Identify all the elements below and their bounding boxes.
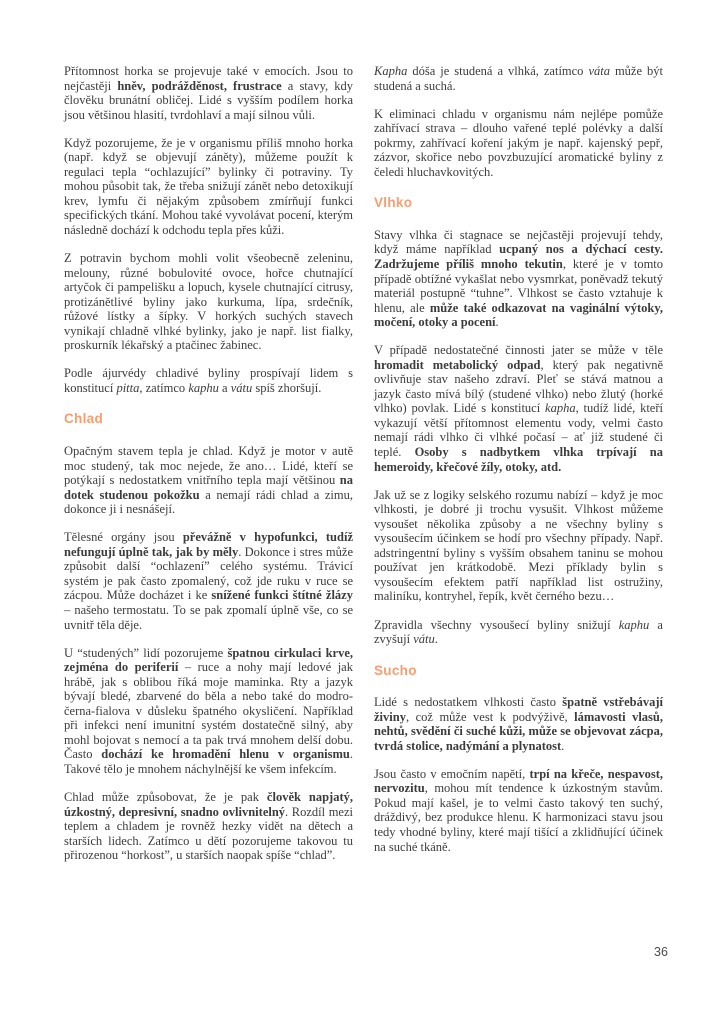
text-column-left bbox=[64, 64, 353, 876]
text-run: trpí na křeče, nespavost, nervozitu bbox=[374, 766, 663, 796]
text-run: . Takové tělo je mnohem náchylnější ke všem infekcím. bbox=[64, 747, 353, 776]
text-run: kaphu bbox=[618, 617, 650, 632]
text-run: , což může vest k podvýživě, bbox=[405, 709, 575, 724]
text-run: a nemají rádi chlad a zimu, dokonce ji i nesnášejí. bbox=[64, 487, 354, 517]
text-run: váta bbox=[588, 64, 610, 78]
paragraph bbox=[374, 618, 663, 647]
text-run: Tělesné orgány jsou bbox=[64, 530, 183, 545]
text-run: dóša je studená a vlhká, zatímco bbox=[407, 64, 589, 78]
section-heading: Vlhko bbox=[374, 195, 413, 211]
text-run: hněv, podrážděnost, frustrace bbox=[117, 78, 282, 93]
text-run: , mohou mít tendence k úzkostným stavům. Pokud mají kašel, je to velmi často takový ten suchý, dráždivý, bez produkce hlenu. K harmonizaci stavu jsou tedy vhodné byliny, které mají tišící a zklidňující účinek na suché tkáně. bbox=[374, 781, 663, 854]
text-run: vátu bbox=[230, 380, 253, 395]
text-run: Zpravidla všechny vysoušecí byliny snižují bbox=[374, 617, 619, 632]
paragraph bbox=[374, 107, 663, 180]
page-number: 36 bbox=[654, 945, 668, 959]
paragraph bbox=[374, 695, 663, 753]
text-run: a bbox=[218, 380, 231, 395]
text-run: Přítomnost horka se projevuje také v emocích. Jsou to nejčastěji bbox=[64, 64, 353, 93]
paragraph bbox=[374, 767, 663, 854]
text-run: . bbox=[434, 632, 438, 647]
paragraph bbox=[64, 366, 353, 395]
text-run: – ruce a nohy mají ledové jak hrábě, jak s oblibou říká moje maminka. Rty a jazyk bývají bledé, zbarvené do běla a nebo také do modro-černa-fialova v důsleku špatného okysličení. Například při infekci není imunitní systém dostatečně silný, aby mohl bojovat s nemocí a ta pak trvá mnohem delší dobu. Často bbox=[64, 660, 353, 762]
text-run: , který pak negativně ovlivňuje stav našeho zdraví. Pleť se stává matnou a jazyk často mívá bílý (studené vlhko) nebo žlutý (horké vlhko) povlak. Lidé s konstitucí bbox=[374, 357, 663, 416]
text-run: Když pozorujeme, že je v organismu příliš mnoho horka (např. když se objevují záněty), můžeme použít k regulaci tepla “ochlazující” bylinky či potraviny. Ty mohou působit tak, že třeba snižují zánět nebo detoxikují krev, lymfu či nějakým způsobem zmírňují funkci specifických tkání. Mohou také vyvolávat pocení, kterým následně dochází k odchodu tepla přes kůži. bbox=[64, 135, 353, 237]
paragraph bbox=[374, 488, 663, 604]
text-run: špatnou cirkulaci krve, zejména do periferií bbox=[64, 645, 353, 675]
paragraph bbox=[374, 343, 663, 474]
paragraph bbox=[64, 136, 353, 238]
text-run: hromadit metabolický odpad bbox=[374, 357, 541, 372]
text-column-right bbox=[374, 64, 663, 868]
paragraph bbox=[374, 228, 663, 330]
section-heading: Chlad bbox=[64, 411, 104, 427]
text-run: špatně vstřebávají živiny bbox=[374, 695, 663, 724]
text-run: Jsou často v emočním napětí, bbox=[374, 766, 530, 781]
section-heading: Sucho bbox=[374, 662, 417, 678]
text-run: ucpaný nos a dýchací cesty. Zadržujeme příliš mnoho tekutin bbox=[374, 242, 663, 271]
text-run: Chlad může způsobovat, že je pak bbox=[64, 789, 267, 804]
text-run: Jak už se z logiky selského rozumu nabízí – když je moc vlhkosti, je dobré ji trochu vysušit. Vlhkost můžeme vysoušet několika způsoby a ne všechny byliny s vysoušecím účinkem se hodí pro všechny případy. Např. adstringentní byliny s vyšším obsahem taninu se mohou používat jen krátkodobě. Mezi příklady bylin s vysoušecím efektem patří například list ostružiny, maliníku, kontryhel, řepík, květ černého bezu… bbox=[374, 487, 663, 604]
paragraph bbox=[64, 530, 353, 632]
text-run: V případě nedostatečné činnosti jater se může v těle bbox=[374, 343, 663, 358]
text-run: K eliminaci chladu v organismu nám nejlépe pomůže zahřívací strava – dlouho vařené teplé polévky a další pokrmy, zahřívací koření jakým je např. kajenský pepř, zázvor, skořice nebo povzbuzující aromatické byliny z čeledi hluchavkovitých. bbox=[374, 106, 663, 179]
text-run: . Dokonce i stres může způsobit další “ochlazení” celého systému. Trávicí systém je pak často zpomalený, což jde ruku v ruce se zácpou. Může docházet i ke bbox=[64, 544, 353, 603]
text-run: Lidé s nedostatkem vlhkosti často bbox=[374, 695, 563, 710]
text-run: kaphu bbox=[188, 380, 219, 395]
text-run: může být studená a suchá. bbox=[374, 64, 664, 93]
text-run: a stavy, kdy člověku brunátní obličej. Lidé s vyšším podílem horka jsou většinou hlasití, tvrdohlaví a mají silnou vůli. bbox=[64, 78, 354, 122]
text-run: lámavosti vlasů, nehtů, svědění či suché kůži, může se objevovat zácpa, tvrdá stolice, nadýmání a plynatost bbox=[374, 709, 663, 753]
text-run: . bbox=[495, 315, 499, 330]
text-run: Podle ájurvédy chladivé byliny prospívají lidem s konstitucí bbox=[64, 366, 353, 395]
text-run: Opačným stavem tepla je chlad. Když je motor v autě moc studený, tak moc nejede, že ano… Lidé, kteří se potýkají s nedostatkem vnitřního tepla mají většinou bbox=[64, 443, 353, 488]
text-run: Z potravin bychom mohli volit všeobecně zeleninu, melouny, různé bobulovité ovoce, hořce chutnající artyčok či pampelišku a lopuch, kysele chutnající citrusy, protizánětlivé byliny jako kurkuma, lípa, srdečník, růžové lístky a šípky. V horkých suchých stavech vynikají chladně vlhké bylinky, jako je např. list fialky, proskurník lékařský a ptačinec žabinec. bbox=[64, 251, 353, 353]
text-run: snížené funkci štítné žlázy bbox=[211, 588, 353, 603]
paragraph bbox=[64, 251, 353, 353]
paragraph bbox=[64, 64, 353, 122]
text-run: – našeho termostatu. To se pak zpomalí úplně vše, co se uvnitř těla děje. bbox=[64, 602, 353, 632]
text-run: vátu bbox=[413, 632, 435, 647]
text-run: , tudíž lidé, kteří vykazují větší přítomnost elementu vody, velmi často nemají rádi vlhko či vlhké počasí – ať již studené či teplé. bbox=[374, 401, 663, 460]
text-run: může také odkazovat na vaginální výtoky, močení, otoky a pocení bbox=[374, 300, 664, 330]
paragraph bbox=[64, 790, 353, 863]
text-run: , které je v tomto případě obtížné vykašlat nebo vysmrkat, poněvadž tekutý materiál postupně “tuhne”. Vlhkost se často vztahuje k hlenu, ale bbox=[374, 256, 664, 315]
text-run: Kapha bbox=[374, 64, 408, 78]
text-run: člověk napjatý, úzkostný, depresivní, snadno ovlivnitelný bbox=[64, 789, 354, 819]
text-run: . Rozdíl mezi teplem a chladem je rovněž hezky vidět na dětech a starších lidech. Zatímco u dětí pozorujeme takovou tu přirozenou “horkost”, u starších naopak spíše “chlad”. bbox=[64, 804, 353, 863]
text-run: pitta bbox=[116, 380, 140, 395]
paragraph bbox=[374, 64, 663, 93]
paragraph bbox=[64, 646, 353, 777]
text-run: Stavy vlhka či stagnace se nejčastěji projevují tehdy, když máme například bbox=[374, 227, 663, 257]
text-run: . bbox=[561, 738, 565, 753]
text-run: , zatímco bbox=[139, 380, 189, 395]
text-run: převážně v hypofunkci, tudíž nefungují úplně tak, jak by měly bbox=[64, 530, 353, 559]
text-run: dochází ke hromadění hlenu v organismu bbox=[101, 747, 350, 762]
text-run: Osoby s nadbytkem vlhka trpívají na hemeroidy, křečové žíly, otoky, atd. bbox=[374, 445, 664, 474]
text-run: U “studených” lidí pozorujeme bbox=[64, 645, 228, 660]
text-run: a zvyšují bbox=[374, 617, 663, 647]
paragraph bbox=[64, 444, 353, 517]
text-run: spíš zhoršují. bbox=[252, 380, 322, 395]
text-run: na dotek studenou pokožku bbox=[64, 473, 353, 502]
text-run: kapha bbox=[545, 401, 576, 416]
